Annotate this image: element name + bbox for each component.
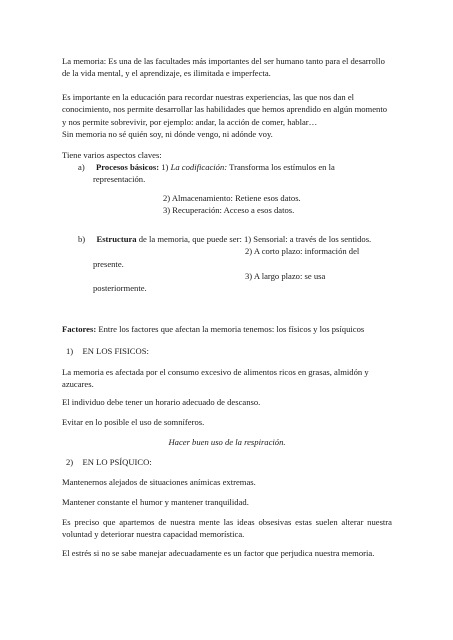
aspect-b-item3-cont: posteriormente.	[93, 283, 147, 294]
psiquico-item-emotions: Mantenernos alejados de situaciones anímicas extremas.	[62, 477, 256, 487]
aspect-a-item1-text: Transforma los estímulos en la	[229, 162, 335, 172]
aspect-b-title: Estructura	[96, 234, 137, 244]
psiquico-item-humor: Mantener constante el humor y mantener tranquilidad.	[62, 497, 249, 507]
importance-text: Es importante en la educación para recordar nuestras experiencias, las que nos dan el conocimiento, nos permite desarrollar las habilidades que hemos aprendido en algún momento y nos permite sobrevivir, por ejemplo: andar, la acción de comer, hablar…	[62, 92, 388, 127]
aspect-b-marker: b)	[78, 234, 86, 244]
aspect-b-text: de la memoria, que puede ser: 1) Sensorial: a través de los sentidos.	[138, 234, 372, 244]
intro-paragraph-definition: La memoria: Es una de las facultades más importantes del ser humano tanto para el desarrollo de la vida mental, y el aprendizaje, es ilimitada e imperfecta.	[62, 56, 385, 79]
fisicos-heading-text: EN LOS FISICOS:	[82, 346, 149, 356]
intro-paragraph-importance	[62, 91, 392, 140]
fisicos-item-rest: El individuo debe tener un horario adecuado de descanso.	[62, 397, 261, 407]
aspect-a-item1-cont: representación.	[93, 174, 146, 185]
factors-text: Entre los factores que afectan la memoria tenemos: los físicos y los psíquicos	[98, 324, 365, 334]
aspect-a-block	[78, 161, 392, 216]
fisicos-item-diet: La memoria es afectada por el consumo excesivo de alimentos ricos en grasas, almidón y azucares.	[62, 367, 369, 390]
fisicos-marker: 1)	[66, 346, 74, 356]
psiquico-marker: 2)	[66, 457, 74, 467]
importance-conclusion: Sin memoria no sé quién soy, ni dónde vengo, ni adónde voy.	[62, 128, 273, 139]
aspect-a-marker: a)	[78, 162, 85, 172]
aspect-a-item1-term: La codificación:	[170, 162, 228, 172]
psiquico-item-obsessive-ideas: Es preciso que apartemos de nuestra mente las ideas obsesivas estas suelen alterar nuestra voluntad y deteriorar nuestra capacidad memorística.	[62, 517, 392, 540]
aspect-a-item1-num: 1)	[161, 162, 169, 172]
aspect-a-title: Procesos básicos:	[96, 162, 160, 172]
psiquico-item-stress: El estrés si no se sabe manejar adecuadamente es un factor que perjudica nuestra memoria.	[62, 548, 375, 558]
aspect-b-item3: 3) A largo plazo: se usa	[245, 270, 326, 281]
aspect-b-item2-cont: presente.	[93, 258, 124, 269]
aspect-b-item2: 2) A corto plazo: información del	[245, 246, 360, 257]
aspects-intro: Tiene varios aspectos claves:	[62, 150, 162, 160]
factors-title: Factores:	[62, 324, 97, 334]
factors-paragraph	[62, 323, 392, 335]
fisicos-item-sleeping-pills: Evitar en lo posible el uso de somníferos.	[62, 417, 205, 427]
psiquico-heading-text: EN LO PSÍQUICO:	[82, 457, 152, 467]
fisicos-heading	[66, 345, 396, 357]
fisicos-item-breathing: Hacer buen uso de la respiración.	[168, 437, 286, 447]
psiquico-heading	[66, 456, 396, 468]
aspect-a-item3: 3) Recuperación: Acceso a esos datos.	[163, 204, 295, 215]
aspect-a-item2: 2) Almacenamiento: Retiene esos datos.	[163, 192, 301, 203]
aspect-b-block	[78, 233, 392, 294]
